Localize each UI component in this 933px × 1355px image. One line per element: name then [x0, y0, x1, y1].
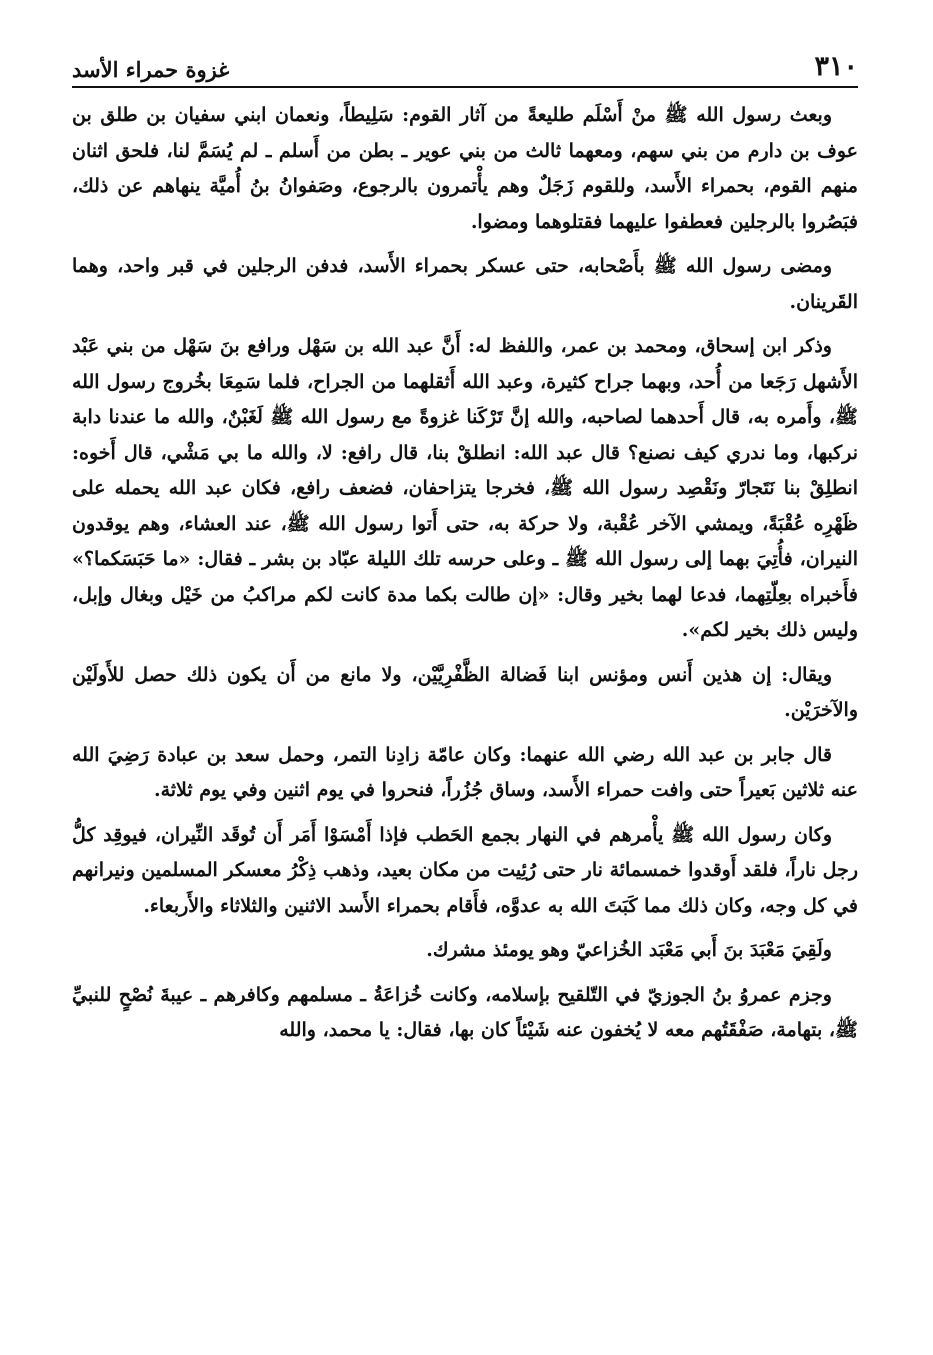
- paragraph: وذكر ابن إسحاق، ومحمد بن عمر، واللفظ له: أَنَّ عبد الله بن سَهْل ورافع بنَ سَهْل من بني عَبْد الأَشهل رَجَعا من أُحد، وبهما جراح كثيرة، وعبد الله أَثقلهما من الجراح، فلما سَمِعَا بخُروج رسول الله ﷺ، وأَمره به، قال أَحدهما لصاحبه، والله إنَّ تَرْكَنا غزوةً مع رسول الله ﷺ لَغَبْنٌ، والله ما عندنا دابة نركبها، وما ندري كيف نصنع؟ قال عبد الله: انطلقْ بنا، قال رافع: لا، والله ما بي مَشْي، قال أَخوه: انطلِقْ بنا نَتَجارّ ونَقْصِد رسول الله ﷺ، فخرجا يتزاحفان، فضعف رافع، فكان عبد الله يحمله على ظَهْرِه عُقْبَةً، ويمشي الآخر عُقْبة، ولا حركة به، حتى أَتوا رسول الله ﷺ، عند العشاء، وهم يوقدون النيران، فأُتِيَ بهما إلى رسول الله ﷺ ـ وعلى حرسه تلك الليلة عبّاد بن بشر ـ فقال: «ما حَبَسَكما؟» فأَخبراه بعِلّتِهما، فدعا لهما بخير وقال: «إن طالت بكما مدة كانت لكم مراكبُ من خَيْل وبغال وإبل، وليس ذلك بخير لكم».: [72, 335, 858, 641]
- paragraph: قال جابر بن عبد الله رضي الله عنهما: وكان عامّة زادِنا التمر، وحمل سعد بن عبادة رَضِيَ الله عنه ثلاثين بَعيراً حتى وافت حمراء الأَسد، وساق جُزُراً، فنحروا في يوم اثنين وفي يوم ثلاثة.: [72, 743, 858, 801]
- page-body: [72, 98, 858, 1335]
- paragraph: ومضى رسول الله ﷺ بأَصْحابه، حتى عسكر بحمراء الأَسد، فدفن الرجلين في قبر واحد، وهما القَرينان.: [72, 255, 858, 313]
- paragraph: وجزم عمروُ بنُ الجوزيّ في التّلقيح بإسلامه، وكانت خُزاعَةُ ـ مسلمهم وكافرهم ـ عيبةَ نُصْحٍ للنبيِّ ﷺ، بتهامة، صَفْقَتُهم معه لا يُخفون عنه شَيْئاً كان بها، فقال: يا محمد، والله: [72, 983, 858, 1041]
- running-header: [72, 48, 858, 88]
- page-number: ٣١٠: [814, 51, 858, 82]
- paragraph: ويقال: إن هذين أَنس ومؤنس ابنا فَضالة الظَّفْرِيَّيْن، ولا مانع من أَن يكون ذلك حصل للأَولَيْن والآخرَيْن.: [72, 663, 858, 721]
- running-title: غزوة حمراء الأسد: [72, 57, 230, 82]
- paragraph: ولَقِيَ مَعْبَدَ بنَ أَبي مَعْبَد الخُزاعيّ وهو يومئذ مشرك.: [426, 939, 832, 961]
- paragraph: وكان رسول الله ﷺ يأْمرهم في النهار بجمع الحَطب فإذا أَمْسَوْا أَمَر أَن تُوقَد النِّيران، فيوقِد كلُّ رجل ناراً، فلقد أَوقدوا خمسمائة نار حتى رُئِيت من مكان بعيد، وذهب ذِكْرُ معسكر المسلمين ونيرانهم في كل وجه، وكان ذلك مما كَبَتَ الله به عدوَّه، فأَقام بحمراء الأَسد الاثنين والثلاثاء والأَربعاء.: [72, 823, 858, 917]
- paragraph: وبعث رسول الله ﷺ منْ أَسْلَم طليعةً من آثار القوم: سَلِيطاً، ونعمان ابني سفيان بن طلق بن عوف بن دارم من بني سهم، ومعهما ثالث من بني عوير ـ بطن من أَسلم ـ لم يُسَمَّ لنا، فلحق اثنان منهم القوم، بحمراء الأَسد، وللقوم زَجَلٌ وهم يأْتمرون بالرجوع، وصَفوانُ بنُ أُميَّة ينهاهم عن ذلك، فبَصُروا بالرجلين فعطفوا عليهما فقتلوهما ومضوا.: [72, 104, 858, 233]
